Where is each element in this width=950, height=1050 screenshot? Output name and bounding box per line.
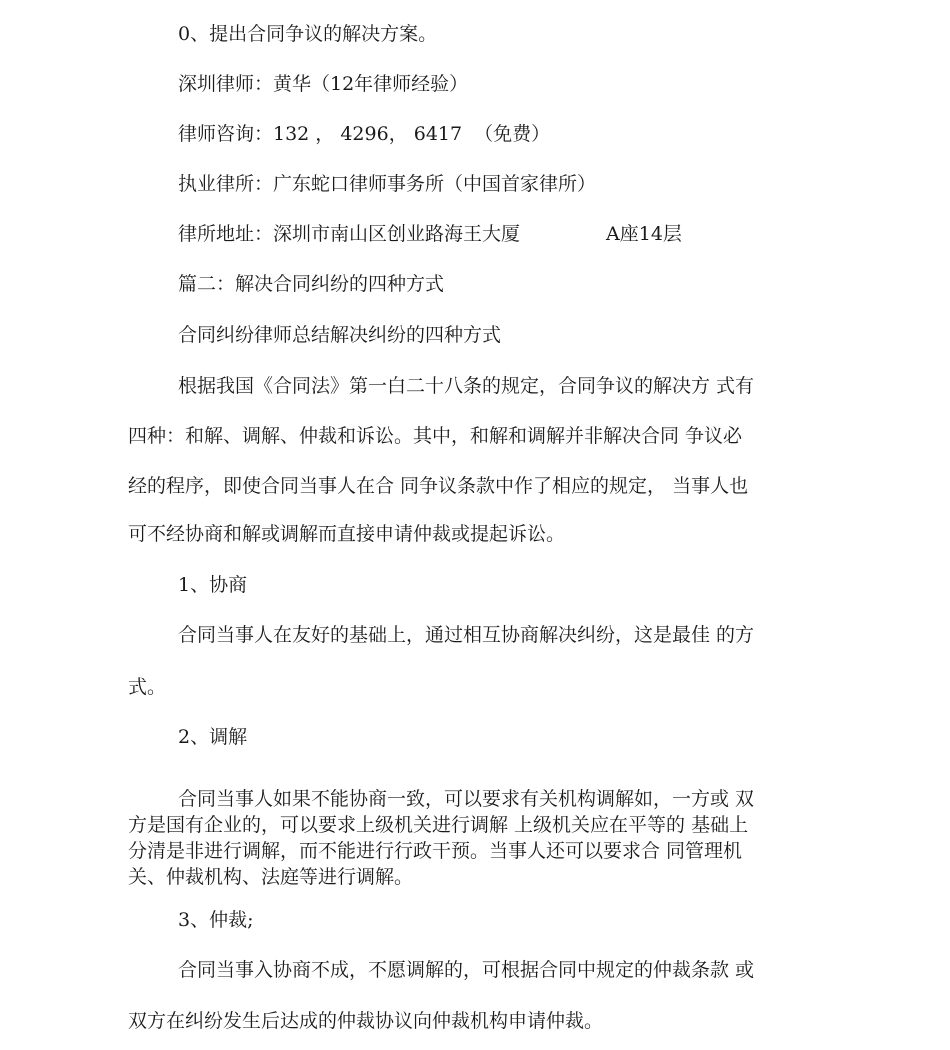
firm-line: 执业律所：广东蛇口律师事务所（中国首家律所） [178, 173, 597, 195]
para1-line-2: 四种：和解、调解、仲裁和诉讼。其中，和解和调解并非解决合同 争议必 [128, 425, 743, 447]
item2-heading: 2、调解 [178, 726, 248, 748]
item2-line-4: 关、仲裁机构、法庭等进行调解。 [128, 866, 414, 888]
section-subheading: 合同纠纷律师总结解决纠纷的四种方式 [178, 324, 502, 346]
lawyer-line: 深圳律师：黄华（12年律师经验） [178, 73, 469, 95]
address-prefix: 律所地址：深圳市南山区创业路海王大厦 [178, 223, 521, 245]
item2-line-2: 方是国有企业的，可以要求上级机关进行调解 上级机关应在平等的 基础上 [128, 814, 749, 836]
consult-line: 律师咨询：132 ， 4296， 6417 （免费） [178, 123, 551, 145]
item2-line-3: 分清是非进行调解，而不能进行行政干预。当事人还可以要求合 同管理机 [128, 840, 743, 862]
para1-line-1: 根据我国《合同法》第一白二十八条的规定，合同争议的解决方 式有 [178, 375, 755, 397]
item2-line-1: 合同当事人如果不能协商一致，可以要求有关机构调解如，一方或 双 [178, 788, 755, 810]
para1-line-3: 经的程序，即使合同当事人在合 同争议条款中作了相应的规定， 当事人也 [128, 475, 749, 497]
item1-line-2: 式。 [128, 676, 167, 698]
item3-line-2: 双方在纠纷发生后达成的仲裁协议向仲裁机构申请仲裁。 [128, 1010, 604, 1032]
address-suffix: A座14层 [606, 223, 682, 245]
para1-line-4: 可不经协商和解或调解而直接申请仲裁或提起诉讼。 [128, 523, 566, 545]
item-0-line: 0、提出合同争议的解决方案。 [178, 23, 438, 45]
item1-heading: 1、协商 [178, 574, 248, 596]
section-heading: 篇二：解决合同纠纷的四种方式 [178, 273, 445, 295]
item3-line-1: 合同当事入协商不成，不愿调解的，可根据合同中规定的仲裁条款 或 [178, 959, 755, 981]
item1-line-1: 合同当事人在友好的基础上，通过相互协商解决纠纷，这是最佳 的方 [178, 624, 755, 646]
item3-heading: 3、仲裁; [178, 909, 254, 931]
address-line [178, 222, 682, 246]
